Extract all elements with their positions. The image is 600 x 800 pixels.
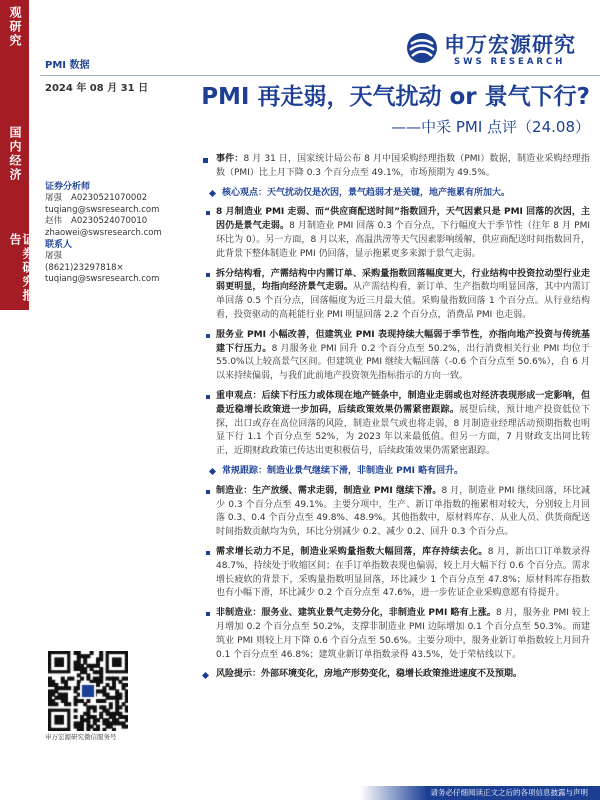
square-bullet-icon <box>206 334 210 338</box>
square-bullet-icon <box>206 551 210 555</box>
qr-caption: 申万宏源研究微信服务号 <box>45 733 117 741</box>
analyst-name-line <box>45 193 193 205</box>
strip-label-research: 观研究 <box>8 6 22 48</box>
diamond-bullet-icon <box>209 468 216 475</box>
summary-paragraph <box>198 546 590 601</box>
paragraph-lead: 核心观点：天气扰动仅是次因，景气趋弱才是关键，地产拖累有所加大。 <box>222 187 511 198</box>
diamond-bullet-icon <box>202 672 209 679</box>
contact-heading: 联系人 <box>45 240 73 250</box>
square-bullet-icon <box>206 395 210 399</box>
square-bullet-icon <box>206 211 210 215</box>
paragraph-lead: 重申观点：后续下行压力或体现在地产链条中，制造业走弱或也对经济表现形成一定影响，但最近稳增长政策进一步加码，后续政策效果仍需紧密跟踪。 <box>216 390 590 415</box>
brand-name: 申万宏源研究 <box>444 33 576 57</box>
event-paragraph <box>198 153 590 181</box>
summary-paragraph <box>198 329 590 384</box>
header-divider <box>40 75 600 76</box>
report-category: PMI 数据 <box>45 60 90 71</box>
summary-paragraph <box>198 206 590 261</box>
paragraph-text: 8 月 31 日，国家统计局公布 8 月中国采购经理指数（PMI）数据，制造业采购经理指数（PMI）比上月下降 0.3 个百分点至 49.1%，市场预期为 49.5%。 <box>216 154 590 178</box>
square-bullet-icon <box>203 158 208 163</box>
contact-email: tuqiang@swsresearch.com <box>45 274 160 284</box>
side-strip <box>0 0 35 310</box>
brand-subname: SWS RESEARCH <box>454 57 566 67</box>
report-subtitle: ——中采 PMI 点评（24.08） <box>391 118 590 136</box>
analyst-cert-code: A0230524070010 <box>71 216 148 226</box>
diamond-bullet-icon <box>209 190 216 197</box>
strip-label-report-type: 证券研究报告 <box>8 233 35 303</box>
analyst-block <box>45 181 193 286</box>
summary-paragraph <box>198 268 590 323</box>
paragraph-text: 展望后续，预计地产投资低位下探，出口或存在高位回落的风险，制造业景气或也将走弱，8 月制造业经理活动预期指数也明显下行 1.1 个百分点至 52%，为 2023 年以来最低值。但另一方面，7 月财政支出同比转正，近期财政政策已传达出更积极信号，后续政策效果仍需紧密跟踪。 <box>216 404 590 457</box>
square-bullet-icon <box>206 612 210 616</box>
core-view-heading <box>198 187 590 201</box>
report-title: PMI 再走弱，天气扰动 or 景气下行? <box>201 84 590 110</box>
contact-phone: (8621)23297818× <box>45 262 124 273</box>
paragraph-text: 8 月服务业 PMI 回升 0.2 个百分点至 50.2%，出行消费相关行业 PMI 均位于 55.0%以上较高景气区间。但建筑业 PMI 继续大幅回落（-0.6 个百分点至 50.6%），自 6 月以来持续偏弱，与我们此前地产投资领先指标指示的方向一致。 <box>216 343 590 382</box>
routine-tracking-heading <box>198 465 590 479</box>
risk-warning-paragraph <box>198 668 590 682</box>
square-bullet-icon <box>206 273 210 277</box>
paragraph-lead: 非制造业：服务业、建筑业景气走势分化，非制造业 PMI 略有上涨。 <box>216 608 496 619</box>
paragraph-lead: 事件： <box>216 154 244 164</box>
paragraph-text: 从产需结构看，新订单、生产指数均明显回落，其中内需订单回落 0.5 个百分点，回落幅度为近三月最大值。采购量指数回落 1 个百分点。从行业结构看，投资驱动的高耗能行业 PMI 明显回落 2.2 个百分点，消费品 PMI 也走弱。 <box>216 282 590 320</box>
paragraph-text: 8 月制造业 PMI 回落 0.3 个百分点，下行幅度大于季节性（往年 8 月 PMI 环比为 0）。另一方面，8 月以来，高温洪涝等天气因素影响缓解，供应商配送时间指数回升，此背景下整体制造业 PMI 仍回落，显示拖累更多来源于景气走弱。 <box>216 221 590 259</box>
paragraph-lead: 需求增长动力不足，制造业采购量指数大幅回落，库存持续去化。 <box>216 546 488 557</box>
analyst-name: 赵伟 <box>45 216 63 226</box>
footer-disclaimer: 请务必仔细阅读正文之后的各项信息披露与声明 <box>430 788 588 797</box>
analyst-cert-code: A0230521070002 <box>71 193 148 203</box>
paragraph-lead: 拆分结构看，产需结构中内需订单、采购量指数回落幅度更大，行业结构中投资拉动型行业走弱更明显，均指向经济景气走弱。 <box>216 268 590 293</box>
analyst-name: 屠强 <box>45 193 63 203</box>
analyst-name-line <box>45 216 193 228</box>
paragraph-text: 8 月，制造业 PMI 继续回落，环比减少 0.3 个百分点至 49.1%。主要分项中，生产、新订单指数的拖累相对较大，分别较上月回落 0.3、0.4 个百分点至 49.8%、48.9%。其他指数中，原材料库存、从业人员、供货商配送时间指数贡献均为负，环比分别减少 0.2、减少 0.2、回升 0.3 个百分点。 <box>216 485 591 538</box>
paragraph-lead: 8 月制造业 PMI 走弱、而“供应商配送时间”指数回升，天气因素只是 PMI 回落的次因，主因仍是景气走弱。 <box>216 207 590 232</box>
strip-label-domestic-economy: 国内经济 <box>8 126 22 182</box>
summary-paragraph <box>198 485 590 540</box>
paragraph-lead: 风险提示：外部环境变化，房地产形势变化，稳增长政策推进速度不及预期。 <box>216 669 523 680</box>
qr-code <box>48 651 128 731</box>
contact-name: 屠强 <box>45 251 63 261</box>
paragraph-text: 8 月，新出口订单数录得 48.7%，持续处于收缩区间；在手订单指数表现也偏弱，较上月大幅下行 0.6 个百分点。需求增长疲软的背景下，采购量指数明显回落，环比减少 1 个百分点至 47.8%；原材料库存指数也有小幅下滑，环比减少 0.2 个百分点至 47.6%，进一步佐证企业采购意愿有待提升。 <box>216 546 590 599</box>
paragraph-lead: 服务业 PMI 小幅改善，但建筑业 PMI 表现持续大幅弱于季节性，亦指向地产投资与传统基建下行压力。 <box>216 329 590 354</box>
analyst-email: zhaowei@swsresearch.com <box>45 227 162 238</box>
summary-paragraph <box>198 390 590 459</box>
analyst-heading: 证券分析师 <box>45 182 91 192</box>
footer-bar <box>360 786 600 800</box>
sws-logo-icon <box>406 32 438 64</box>
paragraph-lead: 常规跟踪：制造业景气继续下滑，非制造业 PMI 略有回升。 <box>222 465 464 476</box>
paragraph-text: 8 月，服务业 PMI 较上月增加 0.2 个百分点至 50.2%，支撑非制造业 PMI 边际增加 0.1 个百分点至 50.3%。而建筑业 PMI 则较上月下降 0.6 个百分点至 50.6%。主要分项中，服务业新订单指数较上月回升 0.1 个百分点至 46.8%；建筑业新订单指数录得 43.5%，处于荣枯线以下。 <box>216 608 591 660</box>
analyst-email: tuqiang@swsresearch.com <box>45 204 160 215</box>
paragraph-lead: 制造业：生产放缓、需求走弱，制造业 PMI 继续下滑。 <box>216 485 442 496</box>
brand-logo <box>406 30 592 70</box>
summary-paragraph <box>198 607 590 662</box>
square-bullet-icon <box>206 490 210 494</box>
report-date: 2024 年 08 月 31 日 <box>45 83 149 94</box>
report-summary <box>198 153 590 688</box>
